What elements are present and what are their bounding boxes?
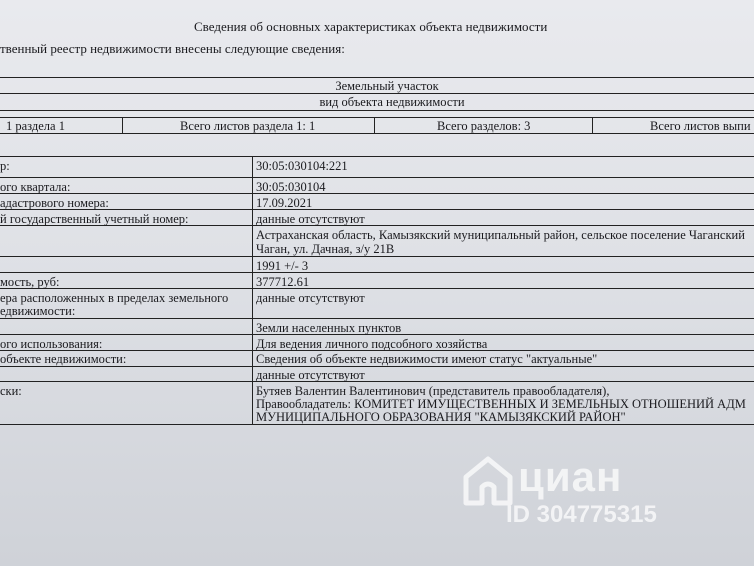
recipient-line-1: Бутяев Валентин Валентинович (представитель правообладателя), bbox=[256, 384, 610, 398]
table-border bbox=[592, 117, 593, 133]
cian-logo-icon bbox=[462, 455, 514, 507]
total-sheets-extract: Всего листов выпи bbox=[650, 119, 751, 133]
address-line-2: Чаган, ул. Дачная, з/у 21В bbox=[256, 242, 395, 256]
table-border bbox=[252, 156, 253, 424]
table-border bbox=[0, 288, 754, 289]
cadastral-value: 377712.61 bbox=[256, 275, 310, 289]
table-border bbox=[0, 77, 754, 78]
objects-within: данные отсутствуют bbox=[256, 291, 365, 305]
table-border bbox=[0, 177, 754, 178]
table-border bbox=[0, 209, 754, 210]
table-border bbox=[0, 272, 754, 273]
row-label-cadastral-value: мость, руб: bbox=[0, 275, 60, 289]
table-border bbox=[0, 381, 754, 382]
total-sections: Всего разделов: 3 bbox=[437, 119, 531, 133]
document-title: Сведения об основных характеристиках объекта недвижимости bbox=[194, 19, 548, 34]
table-border bbox=[0, 424, 754, 425]
row-label-previous-number: й государственный учетный номер: bbox=[0, 212, 189, 226]
object-type-caption: вид объекта недвижимости bbox=[319, 95, 465, 109]
assignment-date: 17.09.2021 bbox=[256, 196, 313, 210]
table-border bbox=[0, 133, 754, 134]
recipient-line-2: Правообладатель: КОМИТЕТ ИМУЩЕСТВЕННЫХ И ЗЕМЕЛЬНЫХ ОТНОШЕНИЙ АДМ bbox=[256, 397, 746, 411]
table-border bbox=[0, 318, 754, 319]
row-label-permitted-use: ого использования: bbox=[0, 337, 103, 351]
table-border bbox=[0, 156, 754, 157]
recipient-line-3: МУНИЦИПАЛЬНОГО ОБРАЗОВАНИЯ "КАМЫЗЯКСКИЙ РАЙОН" bbox=[256, 410, 626, 424]
area: 1991 +/- 3 bbox=[256, 259, 309, 273]
sheet-number: 1 раздела 1 bbox=[6, 119, 65, 133]
document-intro: твенный реестр недвижимости внесены следующие сведения: bbox=[0, 41, 345, 56]
address-line-1: Астраханская область, Камызякский муниципальный район, сельское поселение Чаганский bbox=[256, 228, 745, 242]
cadastral-number: 30:05:030104:221 bbox=[256, 159, 348, 173]
cadastral-quarter: 30:05:030104 bbox=[256, 180, 326, 194]
row-label-status: объекте недвижимости: bbox=[0, 352, 127, 366]
special-notes: данные отсутствуют bbox=[256, 368, 365, 382]
table-border bbox=[374, 117, 375, 133]
status: Сведения об объекте недвижимости имеют статус "актуальные" bbox=[256, 352, 598, 366]
table-border bbox=[122, 117, 123, 133]
total-sheets-section: Всего листов раздела 1: 1 bbox=[180, 119, 316, 133]
watermark-brand: циан bbox=[518, 453, 623, 500]
table-border bbox=[0, 110, 754, 111]
row-label-cadastral-quarter: ого квартала: bbox=[0, 180, 71, 194]
table-border bbox=[0, 193, 754, 194]
row-label-objects-within-2: едвижимости: bbox=[0, 304, 76, 318]
row-label-cadastral-number: р: bbox=[0, 159, 10, 173]
row-label-recipient: ски: bbox=[0, 384, 22, 398]
row-label-assignment-date: адастрового номера: bbox=[0, 196, 109, 210]
row-label-objects-within: ера расположенных в пределах земельного bbox=[0, 291, 229, 305]
permitted-use: Для ведения личного подсобного хозяйства bbox=[256, 337, 488, 351]
table-border bbox=[0, 117, 754, 118]
previous-number: данные отсутствуют bbox=[256, 212, 365, 226]
table-border bbox=[0, 256, 754, 257]
land-category: Земли населенных пунктов bbox=[256, 321, 402, 335]
object-type: Земельный участок bbox=[335, 79, 439, 93]
watermark-id: ID 304775315 bbox=[506, 501, 657, 528]
table-border bbox=[0, 366, 754, 367]
